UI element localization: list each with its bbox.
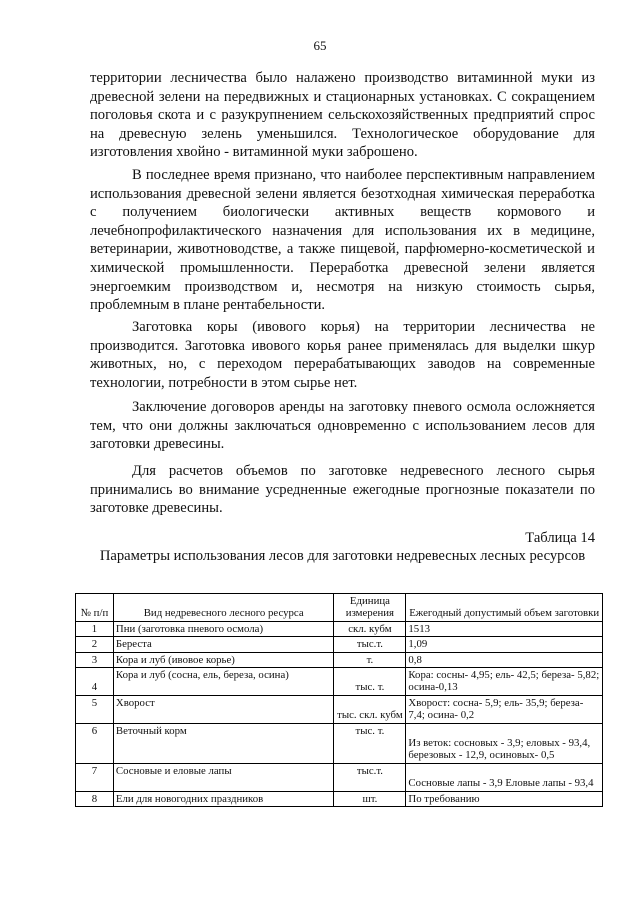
- table-number-label: Таблица 14: [525, 530, 595, 546]
- cell-unit: тыс.т.: [334, 637, 406, 652]
- cell-volume: Из веток: сосновых - 3,9; еловых - 93,4, березовых - 12,9, осиновых- 0,5: [406, 723, 603, 763]
- header-num: № п/п: [76, 594, 114, 622]
- paragraph-3: Заготовка коры (ивового корья) на территории лесничества не производится. Заготовка ивового корья ранее применялась для выделки шкур животных, но, с переходом перерабатывающих заводов на современные технологии, потребности в этом сырье нет.: [90, 319, 595, 391]
- table-header-row: [76, 594, 603, 622]
- cell-volume: Хворост: сосна- 5,9; ель- 35,9; береза- 7,4; осина- 0,2: [406, 695, 603, 723]
- cell-num: 1: [76, 621, 114, 636]
- cell-unit: тыс.т.: [334, 763, 406, 791]
- header-kind: Вид недревесного лесного ресурса: [113, 594, 334, 622]
- cell-volume: 1513: [406, 621, 603, 636]
- cell-kind: Веточный корм: [113, 723, 334, 763]
- table-row: [76, 637, 603, 652]
- cell-unit: скл. кубм: [334, 621, 406, 636]
- header-volume: Ежегодный допустимый объем заготовки: [406, 594, 603, 622]
- cell-num: 2: [76, 637, 114, 652]
- cell-kind: Хворост: [113, 695, 334, 723]
- cell-num: 7: [76, 763, 114, 791]
- cell-num: 5: [76, 695, 114, 723]
- cell-volume: 1,09: [406, 637, 603, 652]
- paragraph-1: территории лесничества было налажено производство витаминной муки из древесной зелени на передвижных и стационарных установках. С сокращением поголовья скота и с разукрупнением сельскохозяйственных предприятий спрос на древесную зелень уменьшился. Технологическое оборудование для изготовления хвойно - витаминной муки заброшено.: [90, 70, 595, 161]
- cell-num: 6: [76, 723, 114, 763]
- cell-unit: тыс. т.: [334, 668, 406, 696]
- table-row: [76, 652, 603, 667]
- cell-kind: Береста: [113, 637, 334, 652]
- cell-num: 3: [76, 652, 114, 667]
- table-row: [76, 791, 603, 806]
- cell-volume: 0,8: [406, 652, 603, 667]
- paragraph-5: Для расчетов объемов по заготовке недревесного лесного сырья принимались во внимание усредненные ежегодные прогнозные показатели по заготовке древесины.: [90, 463, 595, 517]
- cell-volume: Сосновые лапы - 3,9 Еловые лапы - 93,4: [406, 763, 603, 791]
- cell-num: 4: [76, 668, 114, 696]
- table-row: [76, 621, 603, 636]
- cell-unit: шт.: [334, 791, 406, 806]
- page-number: 65: [313, 38, 327, 53]
- cell-num: 8: [76, 791, 114, 806]
- cell-kind: Пни (заготовка пневого осмола): [113, 621, 334, 636]
- cell-unit: тыс. скл. кубм: [334, 695, 406, 723]
- table-row: [76, 763, 603, 791]
- parameters-table: [75, 593, 603, 807]
- paragraph-2: В последнее время признано, что наиболее перспективным направлением использования древесной зелени является безотходная химическая переработка с получением биологически активных веществ кормового и лечебнопрофилактического назначения для использования их в медицине, ветеринарии, животноводстве, а также пищевой, парфюмерно-косметической и химической промышленности. Переработка древесной зелени является энергоемким производством и, несмотря на низкую стоимость сырья, проблемным в плане рентабельности.: [90, 167, 595, 314]
- cell-volume: По требованию: [406, 791, 603, 806]
- table-row: [76, 695, 603, 723]
- table-row: [76, 723, 603, 763]
- table-title: Параметры использования лесов для заготовки недревесных лесных ресурсов: [99, 548, 586, 564]
- cell-unit: тыс. т.: [334, 723, 406, 763]
- table-row: [76, 668, 603, 696]
- paragraph-4: Заключение договоров аренды на заготовку пневого осмола осложняется тем, что они должны заключаться одновременно с использованием лесов для заготовки древесины.: [90, 399, 595, 453]
- cell-kind: Кора и луб (сосна, ель, береза, осина): [113, 668, 334, 696]
- cell-unit: т.: [334, 652, 406, 667]
- cell-kind: Сосновые и еловые лапы: [113, 763, 334, 791]
- header-unit: Единица измерения: [334, 594, 406, 622]
- cell-volume: Кора: сосны- 4,95; ель- 42,5; береза- 5,82; осина-0,13: [406, 668, 603, 696]
- cell-kind: Ели для новогодних праздников: [113, 791, 334, 806]
- cell-kind: Кора и луб (ивовое корье): [113, 652, 334, 667]
